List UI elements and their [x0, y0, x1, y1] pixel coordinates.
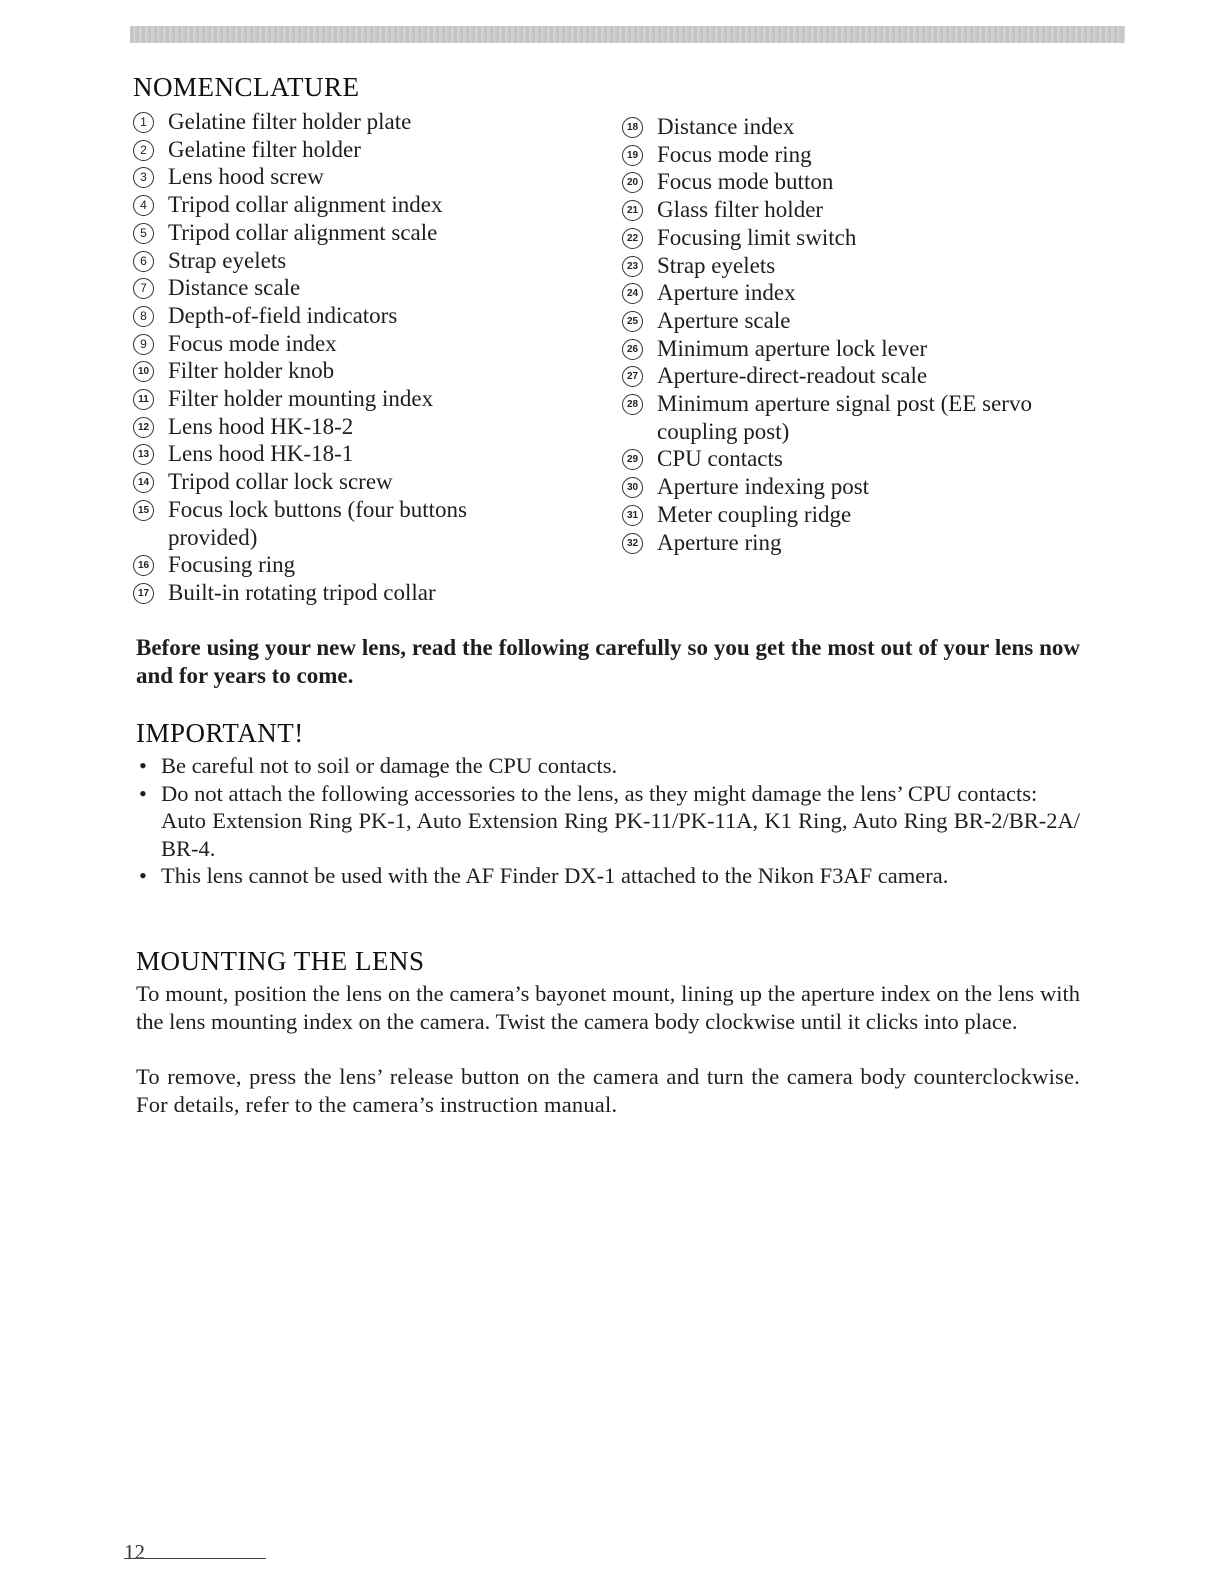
nomenclature-item	[133, 579, 513, 607]
nomenclature-item-label: Aperture ring	[657, 529, 782, 555]
nomenclature-item	[622, 390, 1092, 445]
circled-number-icon: 28	[622, 394, 643, 415]
nomenclature-item	[133, 247, 513, 275]
nomenclature-item	[133, 219, 513, 247]
nomenclature-item-label: Tripod collar lock screw	[168, 469, 393, 495]
important-item	[136, 862, 1080, 890]
nomenclature-item	[622, 473, 1092, 501]
nomenclature-item-label: Aperture-direct-readout scale	[657, 363, 928, 389]
nomenclature-item-label: Lens hood HK-18-1	[168, 441, 354, 467]
nomenclature-item	[133, 136, 513, 164]
circled-number-icon: 12	[133, 417, 154, 438]
page-number-rule	[124, 1558, 266, 1559]
nomenclature-item-label: Focus mode button	[657, 169, 834, 195]
nomenclature-item-label: Filter holder knob	[168, 358, 335, 384]
bullet-icon: •	[139, 863, 147, 888]
nomenclature-item	[133, 302, 513, 330]
nomenclature-item-label: CPU contacts	[657, 446, 783, 472]
circled-number-icon: 14	[133, 472, 154, 493]
mounting-heading: MOUNTING THE LENS	[136, 946, 425, 976]
bullet-icon: •	[139, 753, 147, 778]
nomenclature-item	[133, 191, 513, 219]
circled-number-icon: 11	[133, 389, 154, 410]
nomenclature-item-label: Glass filter holder	[657, 197, 824, 223]
nomenclature-list-right	[622, 113, 1092, 556]
nomenclature-item-label: Distance scale	[168, 275, 301, 301]
circled-number-icon: 8	[133, 306, 154, 327]
circled-number-icon: 6	[133, 251, 154, 272]
nomenclature-item	[133, 551, 513, 579]
circled-number-icon: 21	[622, 200, 643, 221]
circled-number-icon: 22	[622, 228, 643, 249]
circled-number-icon: 7	[133, 278, 154, 299]
nomenclature-item	[133, 163, 513, 191]
nomenclature-item-label: Tripod collar alignment index	[168, 192, 443, 218]
header-bar	[130, 26, 1125, 43]
intro-text: Before using your new lens, read the following carefully so you get the most out of your lens now and for years to come.	[136, 635, 1080, 688]
circled-number-icon: 29	[622, 449, 643, 470]
nomenclature-item-label: Strap eyelets	[657, 252, 776, 278]
nomenclature-item	[622, 279, 1092, 307]
nomenclature-item-label: Meter coupling ridge	[657, 501, 852, 527]
important-heading: IMPORTANT!	[136, 718, 304, 748]
nomenclature-item-label: Lens hood screw	[168, 164, 324, 190]
important-item-text: Do not attach the following accessories to the lens, as they might damage the lens’ CPU contacts:	[161, 780, 1038, 806]
nomenclature-item	[133, 108, 513, 136]
nomenclature-item-label: Distance index	[657, 114, 795, 139]
circled-number-icon: 25	[622, 311, 643, 332]
page-number: 12	[124, 1540, 145, 1564]
accessory-list-text: Auto Extension Ring PK-1, Auto Extension Ring PK-11/PK-11A, K1 Ring, Auto Ring BR-2/BR-2A/ BR-4.	[161, 808, 1080, 861]
circled-number-icon: 16	[133, 555, 154, 576]
nomenclature-item	[133, 468, 513, 496]
nomenclature-item	[622, 168, 1092, 196]
nomenclature-item	[622, 252, 1092, 280]
important-item-text: Be careful not to soil or damage the CPU contacts.	[161, 753, 618, 778]
nomenclature-item-label: Strap eyelets	[168, 247, 287, 273]
circled-number-icon: 10	[133, 361, 154, 382]
important-item-text: This lens cannot be used with the AF Finder DX-1 attached to the Nikon F3AF camera.	[161, 863, 949, 888]
nomenclature-heading: NOMENCLATURE	[133, 72, 360, 102]
nomenclature-item-label: Aperture scale	[657, 307, 791, 333]
nomenclature-item-label: Built-in rotating tripod collar	[168, 579, 436, 605]
nomenclature-item	[622, 335, 1092, 363]
circled-number-icon: 3	[133, 167, 154, 188]
nomenclature-item-label: Tripod collar alignment scale	[168, 219, 438, 245]
nomenclature-item	[622, 196, 1092, 224]
nomenclature-item-label: Aperture index	[657, 280, 796, 306]
nomenclature-item-label: Focus lock buttons (four buttons provided)	[168, 496, 467, 550]
bullet-icon: •	[139, 780, 147, 806]
nomenclature-item-label: Filter holder mounting index	[168, 386, 434, 412]
circled-number-icon: 5	[133, 223, 154, 244]
mounting-paragraph: To mount, position the lens on the camera’s bayonet mount, lining up the aperture index on the lens with the lens mounting index on the camera. Twist the camera body clockwise until it clicks into place.	[136, 981, 1080, 1034]
nomenclature-item-label: Focusing limit switch	[657, 224, 857, 250]
nomenclature-item	[622, 445, 1092, 473]
nomenclature-item-label: Depth-of-field indicators	[168, 302, 398, 328]
circled-number-icon: 23	[622, 256, 643, 277]
nomenclature-item-label: Gelatine filter holder	[168, 136, 361, 162]
nomenclature-item-label: Minimum aperture lock lever	[657, 335, 928, 361]
important-item	[136, 752, 1080, 780]
nomenclature-item-label: Aperture indexing post	[657, 474, 870, 500]
circled-number-icon: 17	[133, 583, 154, 604]
nomenclature-item	[622, 141, 1092, 169]
circled-number-icon: 24	[622, 283, 643, 304]
nomenclature-item-label: Focusing ring	[168, 552, 296, 578]
circled-number-icon: 27	[622, 366, 643, 387]
nomenclature-item	[622, 224, 1092, 252]
nomenclature-item-label: Gelatine filter holder plate	[168, 109, 412, 134]
circled-number-icon: 15	[133, 500, 154, 521]
nomenclature-item	[133, 357, 513, 385]
nomenclature-item	[133, 274, 513, 302]
nomenclature-item-label: Focus mode ring	[657, 141, 812, 167]
nomenclature-item	[133, 440, 513, 468]
nomenclature-item	[133, 496, 513, 551]
important-item	[136, 780, 1080, 863]
circled-number-icon: 4	[133, 195, 154, 216]
circled-number-icon: 32	[622, 533, 643, 554]
nomenclature-item	[133, 330, 513, 358]
circled-number-icon: 26	[622, 339, 643, 360]
circled-number-icon: 19	[622, 145, 643, 166]
circled-number-icon: 9	[133, 334, 154, 355]
nomenclature-item	[133, 385, 513, 413]
circled-number-icon: 2	[133, 140, 154, 161]
nomenclature-item	[622, 113, 1092, 141]
circled-number-icon: 18	[622, 117, 643, 138]
nomenclature-list-left	[133, 108, 513, 607]
circled-number-icon: 13	[133, 444, 154, 465]
nomenclature-item	[622, 501, 1092, 529]
circled-number-icon: 31	[622, 505, 643, 526]
circled-number-icon: 20	[622, 172, 643, 193]
nomenclature-item-label: Lens hood HK-18-2	[168, 413, 354, 439]
nomenclature-item	[622, 529, 1092, 557]
circled-number-icon: 30	[622, 477, 643, 498]
nomenclature-item	[133, 413, 513, 441]
nomenclature-item-label: Minimum aperture signal post (EE servo coupling post)	[657, 391, 1032, 444]
nomenclature-item	[622, 362, 1092, 390]
removal-paragraph: To remove, press the lens’ release button on the camera and turn the camera body counterclockwise. For details, refer to the camera’s instruction manual.	[136, 1064, 1080, 1117]
important-list	[136, 752, 1080, 890]
circled-number-icon: 1	[133, 112, 154, 133]
nomenclature-item	[622, 307, 1092, 335]
nomenclature-item-label: Focus mode index	[168, 330, 337, 356]
